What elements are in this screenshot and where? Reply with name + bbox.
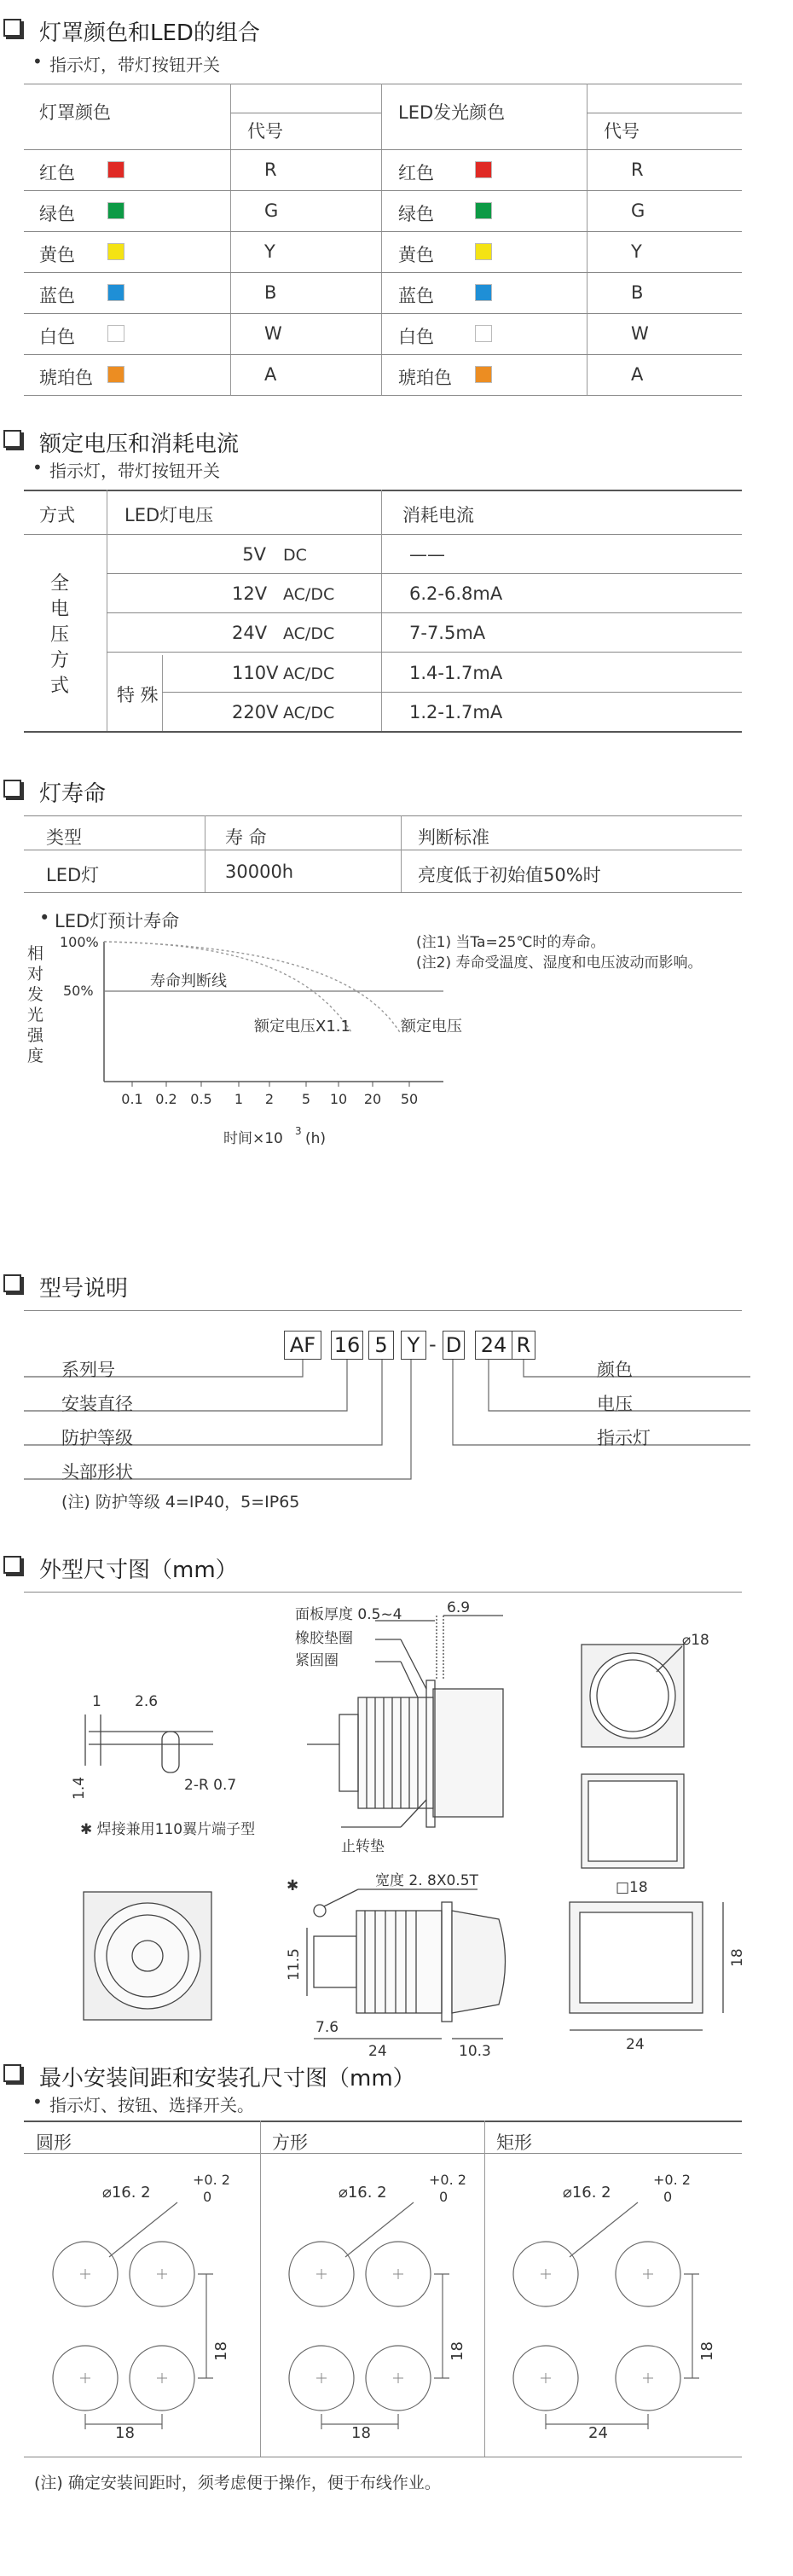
ylabel-char: 强 xyxy=(27,1026,44,1045)
section-title: 外型尺寸图（mm） xyxy=(39,1552,238,1584)
model-code-box: R xyxy=(512,1331,535,1360)
star-marker: ✱ xyxy=(287,1877,299,1894)
voltage-type: AC/DC xyxy=(283,664,335,683)
tolerance-upper: +0. 2 xyxy=(429,2172,466,2188)
series-line-rated xyxy=(104,942,401,1034)
cap-color-code: W xyxy=(264,323,282,344)
cell-criterion: 亮度低于初始值50%时 xyxy=(418,865,601,885)
header-code: 代号 xyxy=(247,121,283,142)
label-fixing-ring: 紧固圈 xyxy=(295,1652,339,1669)
mount-hole-diagram xyxy=(484,2189,742,2462)
mount-hole-diagram xyxy=(260,2189,496,2462)
xlabel: 时间×10 xyxy=(223,1130,283,1147)
label-solder-terminal: ✱ 焊接兼用110翼片端子型 xyxy=(80,1821,256,1838)
cap-color-name: 琥珀色 xyxy=(39,368,93,388)
cap-color-code: B xyxy=(264,282,277,303)
dim-24: 24 xyxy=(368,2043,387,2060)
mount-h-spacing: 18 xyxy=(115,2424,135,2442)
cap-color-swatch xyxy=(107,243,124,260)
tolerance-lower: 0 xyxy=(203,2189,212,2205)
led-color-name: 琥珀色 xyxy=(398,368,452,388)
xtick-label: 20 xyxy=(363,1091,382,1107)
label-anti-rotation: 止转垫 xyxy=(341,1838,385,1855)
cap-color-code: A xyxy=(264,364,277,385)
led-color-code: W xyxy=(631,323,649,344)
hole-diameter: ⌀16. 2 xyxy=(339,2184,387,2202)
section-lamp-life xyxy=(0,768,793,1194)
voltage-value: 12V xyxy=(232,583,268,605)
dim-1.4: 1.4 xyxy=(71,1776,88,1800)
tolerance-lower: 0 xyxy=(663,2189,673,2205)
xlabel-sup: 3 xyxy=(295,1125,302,1137)
mount-v-spacing: 18 xyxy=(697,2341,716,2361)
ylabel-char: 对 xyxy=(27,965,44,983)
mount-column-1 xyxy=(260,2121,496,2457)
ytick-100: 100% xyxy=(60,934,99,950)
label-voltage: 电压 xyxy=(597,1394,633,1414)
section-subtitle: • 指示灯、按钮、选择开关。 xyxy=(49,2092,254,2116)
mount-note: (注) 确定安装间距时，须考虑便于操作，便于布线作业。 xyxy=(34,2474,441,2492)
section-cap-led-combo xyxy=(0,0,793,401)
ylabel-char: 发 xyxy=(27,985,44,1004)
ylabel-char: 光 xyxy=(27,1006,44,1024)
model-code-box: 5 xyxy=(368,1331,394,1360)
hole-diameter: ⌀16. 2 xyxy=(563,2184,611,2202)
model-code-box: - xyxy=(429,1332,437,1356)
section-subtitle: • 指示灯，带灯按钮开关 xyxy=(49,51,220,76)
led-color-name: 黄色 xyxy=(398,245,434,265)
xtick-label: 1 xyxy=(234,1091,244,1107)
current-value: 6.2-6.8mA xyxy=(409,583,503,605)
label-series: 系列号 xyxy=(61,1360,115,1380)
led-color-name: 红色 xyxy=(398,163,434,183)
header-voltage: LED灯电压 xyxy=(124,505,214,525)
cell-life: 30000h xyxy=(225,862,294,882)
life-chart xyxy=(0,930,793,1186)
model-code-box: 16 xyxy=(331,1331,363,1360)
voltage-value: 220V xyxy=(232,701,279,722)
current-value: 7-7.5mA xyxy=(409,623,486,644)
section-voltage-current xyxy=(0,418,793,759)
dim-square-18: □18 xyxy=(616,1879,648,1896)
mount-column-0 xyxy=(24,2121,260,2457)
label-panel-thickness: 面板厚度 0.5~4 xyxy=(295,1606,402,1623)
mount-hole-diagram xyxy=(24,2189,260,2462)
dim-10.3: 10.3 xyxy=(459,2043,491,2060)
mount-h-spacing: 24 xyxy=(588,2424,608,2442)
section-title: 型号说明 xyxy=(39,1271,128,1303)
led-color-swatch xyxy=(475,325,492,342)
led-color-swatch xyxy=(475,243,492,260)
mount-column-2 xyxy=(484,2121,742,2457)
led-color-swatch xyxy=(475,161,492,178)
section-dimensions xyxy=(0,1544,793,2060)
header-mode: 方式 xyxy=(39,505,75,525)
cap-color-swatch xyxy=(107,366,124,383)
section-model-description xyxy=(0,1262,793,1535)
label-gasket: 橡胶垫圈 xyxy=(295,1630,353,1647)
dim-11.5: 11.5 xyxy=(286,1948,303,1981)
mount-v-spacing: 18 xyxy=(211,2341,230,2361)
xlabel-unit: (h) xyxy=(305,1130,327,1147)
dim-rect-18: 18 xyxy=(729,1948,746,1967)
label-color: 颜色 xyxy=(597,1360,633,1380)
header-type: 类型 xyxy=(46,827,82,848)
led-color-name: 蓝色 xyxy=(398,286,434,306)
tolerance-lower: 0 xyxy=(439,2189,449,2205)
voltage-value: 110V xyxy=(232,662,279,683)
mount-v-spacing: 18 xyxy=(448,2341,466,2361)
section-title: 额定电压和消耗电流 xyxy=(39,426,239,458)
led-color-name: 白色 xyxy=(398,327,434,347)
cell-type: LED灯 xyxy=(46,865,100,885)
led-color-swatch xyxy=(475,284,492,301)
led-color-code: Y xyxy=(631,241,642,262)
cap-color-code: Y xyxy=(264,241,275,262)
dim-7.6: 7.6 xyxy=(315,2019,339,2036)
cap-color-name: 白色 xyxy=(39,327,75,347)
led-color-code: R xyxy=(631,160,644,180)
xtick-label: 0.2 xyxy=(155,1091,177,1107)
note-1: (注1) 当Ta=25℃时的寿命。 xyxy=(416,934,605,951)
cap-color-name: 黄色 xyxy=(39,245,75,265)
label-indicator: 指示灯 xyxy=(597,1428,651,1448)
tolerance-upper: +0. 2 xyxy=(193,2172,230,2188)
header-code: 代号 xyxy=(604,121,640,142)
dim-diameter-18: ⌀18 xyxy=(682,1632,709,1649)
led-color-code: G xyxy=(631,200,645,221)
cap-color-code: R xyxy=(264,160,277,180)
dim-1: 1 xyxy=(92,1693,101,1710)
model-code-box: AF xyxy=(284,1331,321,1360)
xtick-label: 50 xyxy=(400,1091,419,1107)
current-value: —— xyxy=(409,544,445,565)
mount-shape-name: 矩形 xyxy=(496,2132,532,2153)
chart-title: • LED灯预计寿命 xyxy=(39,908,180,931)
note-2: (注2) 寿命受温度、湿度和电压波动而影响。 xyxy=(416,954,703,972)
voltage-value: 5V xyxy=(242,544,266,565)
cap-color-name: 蓝色 xyxy=(39,286,75,306)
current-value: 1.2-1.7mA xyxy=(409,701,503,722)
voltage-type: AC/DC xyxy=(283,585,335,605)
header-criterion: 判断标准 xyxy=(418,827,489,848)
xtick-label: 10 xyxy=(329,1091,348,1107)
series-label-rated: 额定电压 xyxy=(401,1018,462,1036)
hole-diameter: ⌀16. 2 xyxy=(102,2184,151,2202)
threshold-label: 寿命判断线 xyxy=(150,972,227,990)
cap-color-name: 绿色 xyxy=(39,204,75,224)
cap-color-code: G xyxy=(264,200,279,221)
section-title: 最小安装间距和安装孔尺寸图（mm） xyxy=(39,2061,415,2092)
cap-color-swatch xyxy=(107,202,124,219)
section-mounting-spacing xyxy=(0,2056,793,2567)
xtick-label: 0.5 xyxy=(190,1091,212,1107)
model-note: (注) 防护等级 4=IP40，5=IP65 xyxy=(61,1493,300,1511)
dim-2.6: 2.6 xyxy=(135,1693,159,1710)
ylabel-char: 度 xyxy=(27,1047,44,1065)
led-color-code: B xyxy=(631,282,644,303)
section-title: 灯罩颜色和LED的组合 xyxy=(39,15,260,47)
current-value: 1.4-1.7mA xyxy=(409,662,503,683)
mount-shape-name: 方形 xyxy=(272,2132,308,2153)
led-color-swatch xyxy=(475,366,492,383)
label-head-shape: 头部形状 xyxy=(61,1462,133,1482)
led-color-code: A xyxy=(631,364,644,385)
special-label: 特 殊 xyxy=(117,685,159,705)
section-title: 灯寿命 xyxy=(39,776,106,808)
cap-color-swatch xyxy=(107,284,124,301)
cap-color-swatch xyxy=(107,325,124,342)
xtick-label: 0.1 xyxy=(121,1091,143,1107)
header-cap-color: 灯罩颜色 xyxy=(39,102,111,123)
mode-full-voltage: 全 电 压 方 式 xyxy=(49,573,69,697)
cap-color-swatch xyxy=(107,161,124,178)
cap-color-name: 红色 xyxy=(39,163,75,183)
label-protection: 防护等级 xyxy=(61,1428,133,1448)
mount-shape-name: 圆形 xyxy=(36,2132,72,2153)
voltage-type: AC/DC xyxy=(283,624,335,644)
ytick-50: 50% xyxy=(63,983,94,999)
section-subtitle: • 指示灯，带灯按钮开关 xyxy=(49,457,220,482)
label-width: 宽度 2. 8X0.5T xyxy=(375,1872,478,1889)
dim-rect-24: 24 xyxy=(626,2036,645,2053)
model-code-box: Y xyxy=(401,1331,426,1360)
dim-r0.7: 2-R 0.7 xyxy=(184,1777,237,1794)
xtick-label: 2 xyxy=(264,1091,275,1107)
ylabel-char: 相 xyxy=(27,944,44,963)
voltage-type: AC/DC xyxy=(283,703,335,722)
voltage-type: DC xyxy=(283,546,307,565)
mount-h-spacing: 18 xyxy=(351,2424,371,2442)
dimension-drawings xyxy=(0,1595,793,2073)
voltage-value: 24V xyxy=(232,623,268,644)
header-life: 寿 命 xyxy=(225,827,267,848)
header-current: 消耗电流 xyxy=(402,505,474,525)
label-mount-diameter: 安装直径 xyxy=(61,1394,133,1414)
series-label-rated-x1.1: 额定电压X1.1 xyxy=(254,1018,350,1036)
xtick-label: 5 xyxy=(301,1091,311,1107)
dim-6.9: 6.9 xyxy=(447,1599,471,1616)
tolerance-upper: +0. 2 xyxy=(653,2172,691,2188)
led-color-swatch xyxy=(475,202,492,219)
led-color-name: 绿色 xyxy=(398,204,434,224)
model-code-box: D xyxy=(443,1331,465,1360)
model-code-box: 24 xyxy=(475,1331,512,1360)
header-led-color: LED发光颜色 xyxy=(398,102,506,123)
